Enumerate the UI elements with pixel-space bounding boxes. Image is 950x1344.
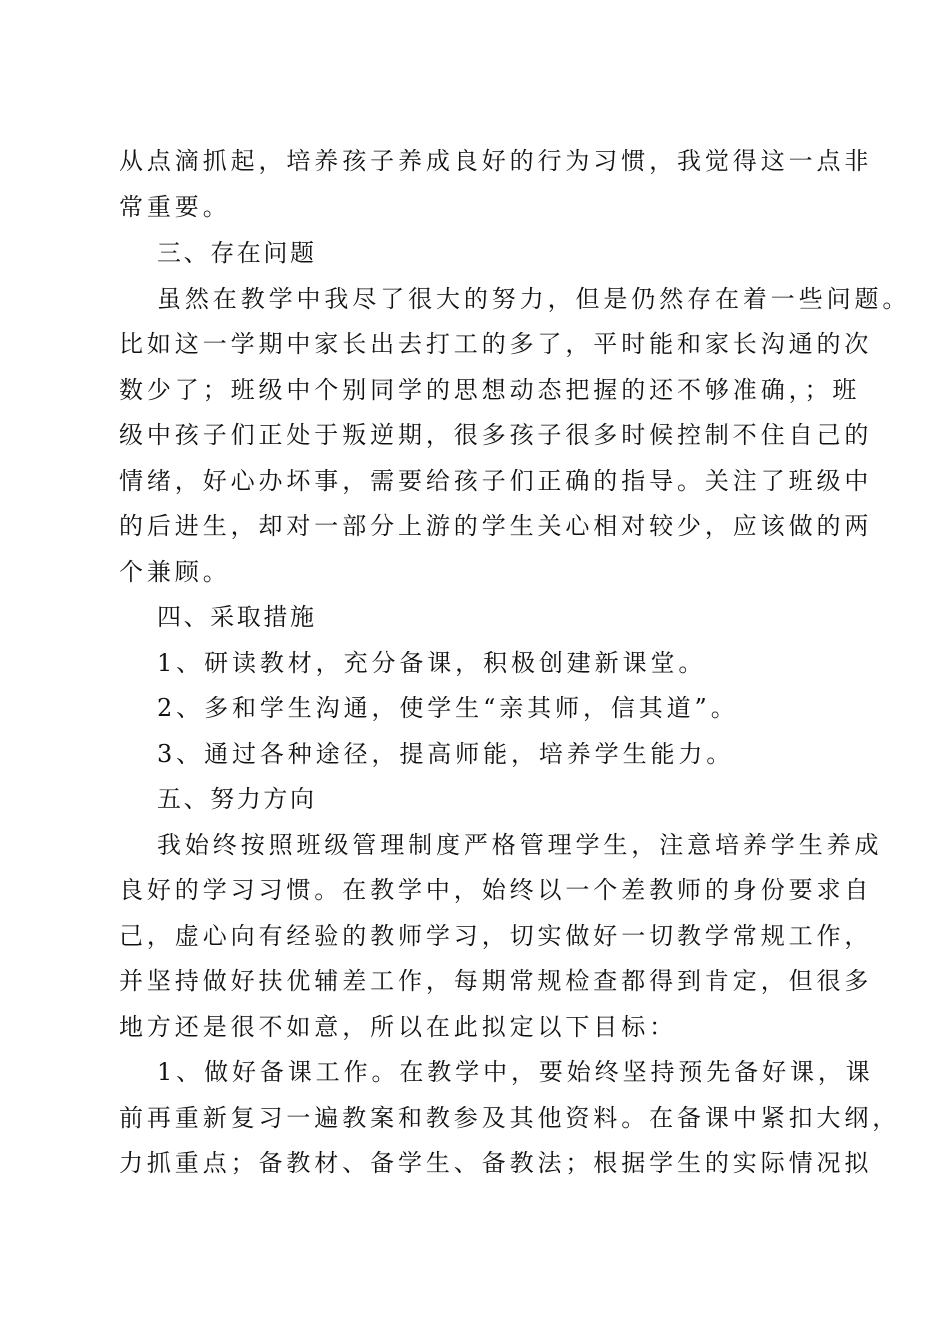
- paragraph-line: 的后进生，却对一部分上游的学生关心相对较少，应该做的两: [119, 512, 873, 540]
- paragraph-line: 从点滴抓起，培养孩子养成良好的行为习惯，我觉得这一点非: [119, 147, 873, 175]
- section-heading-measures: 四、采取措施: [157, 603, 317, 631]
- paragraph-line: 个兼顾。: [119, 558, 231, 586]
- paragraph-line: 比如这一学期中家长出去打工的多了，平时能和家长沟通的次: [119, 330, 873, 358]
- list-item: 3、通过各种途径，提高师能，培养学生能力。: [157, 740, 735, 768]
- section-heading-problems: 三、存在问题: [157, 239, 317, 267]
- paragraph-line: 数少了；班级中个别同学的思想动态把握的还不够准确，；班: [119, 376, 861, 404]
- paragraph-line: 常重要。: [119, 193, 231, 221]
- paragraph-line: 前再重新复习一遍教案和教参及其他资料。在备课中紧扣大纲，: [119, 1104, 901, 1132]
- list-item: 2、多和学生沟通，使学生“亲其师，信其道”。: [157, 694, 739, 722]
- list-item: 1、研读教材，充分备课，积极创建新课堂。: [157, 649, 707, 677]
- paragraph-line: 1、做好备课工作。在教学中，要始终坚持预先备好课，课: [157, 1058, 874, 1086]
- paragraph-line: 并坚持做好扶优辅差工作，每期常规检查都得到肯定，但很多: [119, 967, 873, 995]
- paragraph-line: 地方还是很不如意，所以在此拟定以下目标：: [119, 1013, 677, 1041]
- paragraph-line: 级中孩子们正处于叛逆期，很多孩子很多时候控制不住自己的: [119, 421, 873, 449]
- paragraph-line: 我始终按照班级管理制度严格管理学生，注意培养学生养成: [157, 831, 883, 859]
- paragraph-line: 力抓重点；备教材、备学生、备教法；根据学生的实际情况拟: [119, 1149, 873, 1177]
- paragraph-line: 情绪，好心办坏事，需要给孩子们正确的指导。关注了班级中: [119, 467, 873, 495]
- paragraph-line: 己，虚心向有经验的教师学习，切实做好一切教学常规工作，: [119, 922, 873, 950]
- paragraph-line: 虽然在教学中我尽了很大的努力，但是仍然存在着一些问题。: [157, 285, 911, 313]
- paragraph-line: 良好的学习习惯。在教学中，始终以一个差教师的身份要求自: [119, 876, 873, 904]
- section-heading-direction: 五、努力方向: [157, 785, 317, 813]
